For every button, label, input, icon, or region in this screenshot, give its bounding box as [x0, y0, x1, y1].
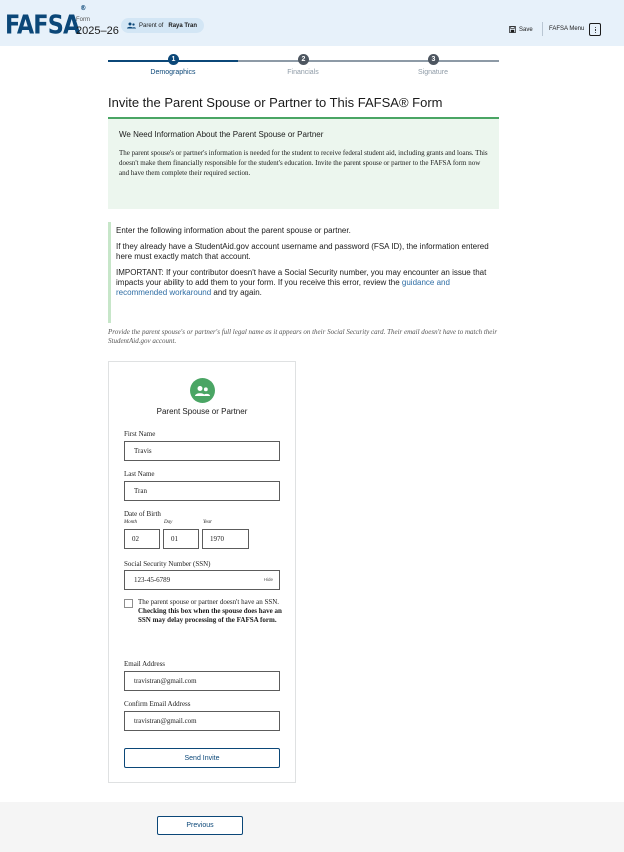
email-input[interactable]: travistran@gmail.com: [124, 671, 280, 691]
spouse-form-card: [108, 361, 296, 783]
important-note: [116, 268, 499, 298]
first-name-label: First Name: [124, 430, 156, 438]
no-ssn-text: The parent spouse or partner doesn't have an SSN.: [138, 598, 280, 606]
role-prefix: Parent of: [139, 22, 164, 29]
save-icon: [509, 26, 516, 33]
kebab-menu-icon[interactable]: [589, 23, 601, 36]
legal-name-note: Provide the parent spouse's or partner's full legal name as it appears on their Social Security card. Their email doesn't have to match their StudentAid.gov account.: [108, 328, 498, 345]
role-badge: [121, 18, 204, 33]
email-label: Email Address: [124, 660, 166, 668]
instructions-block: [108, 222, 499, 323]
important-text: If your contributor doesn't have a Social Security number, you may encounter an issue that impacts your ability to add them to your form. If you receive this error, review the: [116, 268, 487, 287]
ssn-value: 123-45-6789: [134, 576, 171, 584]
instruction-line-1: Enter the following information about the parent spouse or partner.: [116, 226, 351, 235]
info-heading: We Need Information About the Parent Spouse or Partner: [119, 130, 324, 139]
page-footer: [0, 802, 624, 852]
ssn-input[interactable]: [124, 570, 280, 590]
logo-mark: ®: [80, 4, 87, 12]
no-ssn-checkbox[interactable]: [124, 599, 133, 608]
logo-text: FAFSA: [5, 10, 80, 41]
confirm-email-label: Confirm Email Address: [124, 700, 191, 708]
guidance-link[interactable]: guidance and recommended workaround: [116, 278, 450, 297]
instruction-line-2: If they already have a StudentAid.gov account username and password (FSA ID), the information entered here must exactly match that account.: [116, 242, 489, 261]
step-3-marker: 3: [428, 54, 439, 65]
ssn-hide-toggle[interactable]: Hide: [263, 577, 273, 582]
step-2-marker: 2: [298, 54, 309, 65]
dob-day-input[interactable]: 01: [163, 529, 199, 549]
people-icon: [195, 385, 210, 397]
app-header: [0, 0, 624, 46]
last-name-label: Last Name: [124, 470, 155, 478]
dob-year-label: Year: [203, 520, 212, 525]
first-name-input[interactable]: Travis: [124, 441, 280, 461]
page-title: Invite the Parent Spouse or Partner to This FAFSA® Form: [108, 95, 443, 110]
save-label: Save: [519, 26, 533, 33]
step-1-marker: 1: [168, 54, 179, 65]
dob-day-label: Day: [164, 520, 173, 525]
step-3-label: Signature: [418, 69, 448, 76]
send-invite-button[interactable]: Send Invite: [124, 748, 280, 768]
previous-button[interactable]: Previous: [157, 816, 243, 835]
user-group-icon: [127, 22, 136, 29]
contributor-avatar: [190, 378, 215, 403]
step-1-label: Demographics: [150, 69, 196, 76]
header-divider: [542, 22, 543, 36]
role-name: Raya Tran: [168, 22, 198, 29]
card-title: Parent Spouse or Partner: [156, 407, 248, 416]
info-body: The parent spouse's or partner's information is needed for the student to receive federal student aid, including grants and loans. This doesn't make them financially responsible for the student's education. Invite the parent spouse or partner to the FAFSA form now and have them complete their required section.: [119, 149, 488, 177]
last-name-input[interactable]: Tran: [124, 481, 280, 501]
fafsa-menu-button[interactable]: FAFSA Menu: [549, 26, 585, 32]
confirm-email-input[interactable]: travistran@gmail.com: [124, 711, 280, 731]
no-ssn-checkbox-label: [138, 598, 283, 625]
ssn-label: Social Security Number (SSN): [124, 560, 211, 568]
important-prefix: IMPORTANT:: [116, 268, 164, 277]
save-button[interactable]: [509, 26, 533, 33]
stepper-line-remaining: [238, 60, 499, 62]
dob-month-input[interactable]: 02: [124, 529, 160, 549]
dob-label: Date of Birth: [124, 510, 161, 518]
form-year: 2025–26: [76, 25, 119, 37]
dob-month-label: Month: [124, 520, 138, 525]
important-suffix: and try again.: [211, 288, 262, 297]
no-ssn-warning: Checking this box when the spouse does have an SSN may delay processing of the FAFSA form.: [138, 607, 282, 624]
step-2-label: Financials: [287, 69, 319, 76]
form-label: Form: [76, 17, 90, 23]
fafsa-logo[interactable]: [5, 4, 87, 41]
dob-year-input[interactable]: 1970: [202, 529, 249, 549]
info-alert: [108, 117, 499, 209]
